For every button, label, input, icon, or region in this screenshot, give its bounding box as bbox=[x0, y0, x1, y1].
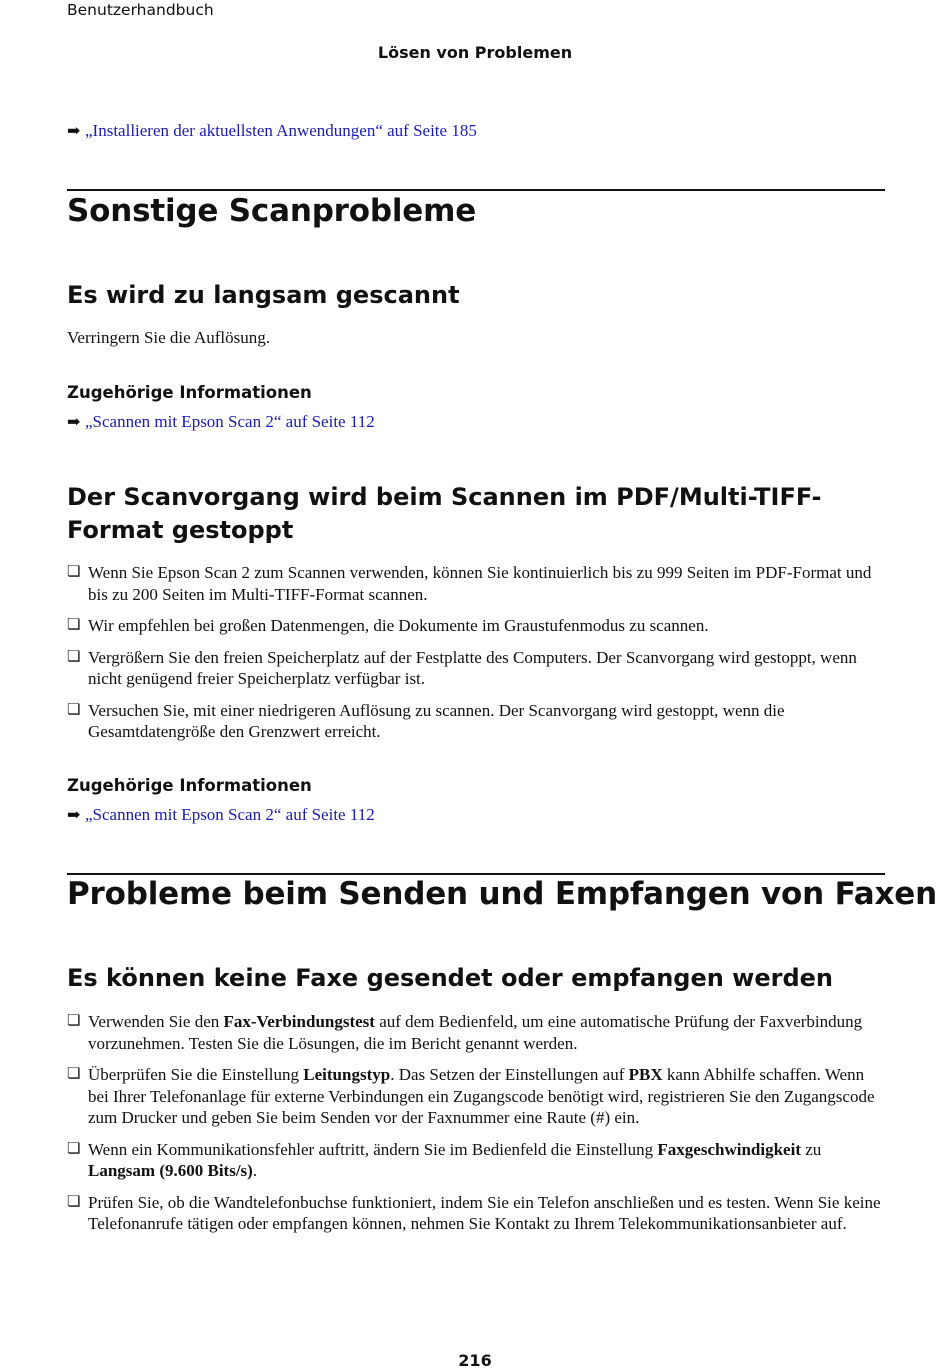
list-item bbox=[67, 1064, 885, 1129]
list-item bbox=[67, 562, 885, 605]
list-item-text: Verwenden Sie den bbox=[88, 1012, 224, 1031]
setting-value: Langsam (9.600 Bits/s) bbox=[88, 1161, 253, 1180]
manual-title: Benutzerhandbuch bbox=[67, 1, 214, 19]
bullet-list-fax bbox=[67, 1011, 885, 1245]
list-item bbox=[67, 1192, 885, 1235]
related-info-heading: Zugehörige Informationen bbox=[67, 383, 312, 402]
list-item-text: Wenn ein Kommunikationsfehler auftritt, ändern Sie im Bedienfeld die Einstellung bbox=[88, 1139, 658, 1159]
list-item bbox=[67, 1011, 885, 1054]
list-item bbox=[67, 615, 885, 637]
paragraph-resolution: Verringern Sie die Auflösung. bbox=[67, 328, 271, 347]
arrow-right-icon: ➡ bbox=[67, 807, 81, 824]
setting-name: Fax-Verbindungstest bbox=[223, 1012, 375, 1031]
bullet-list-pdf-tiff bbox=[67, 562, 885, 753]
list-item-text: . Das Setzen der Einstellungen auf bbox=[390, 1065, 629, 1084]
checkbox-bullet-icon: ❏ bbox=[67, 1140, 81, 1157]
list-item bbox=[67, 647, 885, 690]
link-scan-epson-1[interactable]: „Scannen mit Epson Scan 2“ auf Seite 112 bbox=[85, 412, 375, 431]
list-item-text: Wenn Sie Epson Scan 2 zum Scannen verwenden, können Sie kontinuierlich bis zu 999 Seiten im PDF-Format und bis zu 200 Seiten im Multi-TIFF-Format scannen. bbox=[88, 563, 872, 604]
related-link-row bbox=[67, 805, 375, 825]
section-divider bbox=[67, 873, 885, 875]
page-number: 216 bbox=[458, 1351, 492, 1370]
list-item-text: . bbox=[252, 1161, 258, 1180]
checkbox-bullet-icon: ❏ bbox=[67, 701, 81, 718]
subsection-title-pdf-tiff: Der Scanvorgang wird beim Scannen im PDF/Multi-TIFF-Format gestoppt bbox=[67, 483, 822, 544]
chapter-title: Lösen von Problemen bbox=[377, 43, 573, 62]
checkbox-bullet-icon: ❏ bbox=[67, 564, 81, 580]
arrow-right-icon: ➡ bbox=[67, 123, 81, 140]
list-item-text: Vergrößern Sie den freien Speicherplatz auf der Festplatte des Computers. Der Scanvorgang wird gestoppt, wenn nicht genügend freier Speicherplatz verfügbar ist. bbox=[88, 647, 857, 688]
related-info-heading: Zugehörige Informationen bbox=[67, 776, 312, 795]
list-item-text: Wir empfehlen bei großen Datenmengen, die Dokumente im Graustufenmodus zu scannen. bbox=[88, 616, 709, 635]
link-scan-epson-2[interactable]: „Scannen mit Epson Scan 2“ auf Seite 112 bbox=[85, 805, 375, 824]
list-item-text: Prüfen Sie, ob die Wandtelefonbuchse funktioniert, indem Sie ein Telefon anschließen und es testen. Wenn Sie keine Telefonanrufe tätigen oder empfangen können, nehmen Sie Kontakt zu Ihrem Telekommunikationsanbieter auf. bbox=[88, 1192, 881, 1233]
section-title-scan: Sonstige Scanprobleme bbox=[67, 193, 477, 229]
list-item bbox=[67, 1139, 885, 1182]
subsection-title-fax-send-receive: Es können keine Faxe gesendet oder empfangen werden bbox=[67, 964, 834, 992]
list-item-text: kann Abhilfe schaffen. Wenn bei Ihrer Telefonanlage für externe Verbindungen ein Zugangscode benötigt wird, registrieren Sie den Zugangscode zum Drucker und geben Sie beim Senden vor der Faxnummer eine Raute (#) ein. bbox=[88, 1065, 875, 1127]
subsection-title-slow: Es wird zu langsam gescannt bbox=[67, 281, 460, 309]
setting-name: Faxgeschwindigkeit bbox=[657, 1139, 801, 1159]
section-divider bbox=[67, 189, 885, 191]
section-title-fax: Probleme beim Senden und Empfangen von Faxen bbox=[67, 876, 937, 912]
list-item-text: Überprüfen Sie die Einstellung bbox=[88, 1065, 304, 1084]
checkbox-bullet-icon: ❏ bbox=[67, 1013, 81, 1029]
setting-name: Leitungstyp bbox=[303, 1065, 391, 1084]
related-link-row bbox=[67, 412, 375, 432]
checkbox-bullet-icon: ❏ bbox=[67, 1066, 81, 1082]
checkbox-bullet-icon: ❏ bbox=[67, 648, 81, 665]
arrow-right-icon: ➡ bbox=[67, 414, 81, 431]
link-install-apps[interactable]: „Installieren der aktuellsten Anwendungen“ auf Seite 185 bbox=[85, 121, 477, 140]
related-link-row bbox=[67, 121, 477, 141]
list-item-text: zu bbox=[800, 1139, 822, 1159]
setting-value: PBX bbox=[628, 1065, 663, 1084]
checkbox-bullet-icon: ❏ bbox=[67, 1193, 81, 1210]
list-item-text: Versuchen Sie, mit einer niedrigeren Auflösung zu scannen. Der Scanvorgang wird gestoppt, wenn die Gesamtdatengröße den Grenzwert erreicht. bbox=[88, 700, 785, 741]
checkbox-bullet-icon: ❏ bbox=[67, 617, 81, 633]
list-item-text: auf dem Bedienfeld, um eine automatische Prüfung der Faxverbindung vorzunehmen. Testen Sie die Lösungen, die im Bericht genannt werden. bbox=[88, 1012, 863, 1053]
list-item bbox=[67, 700, 885, 743]
